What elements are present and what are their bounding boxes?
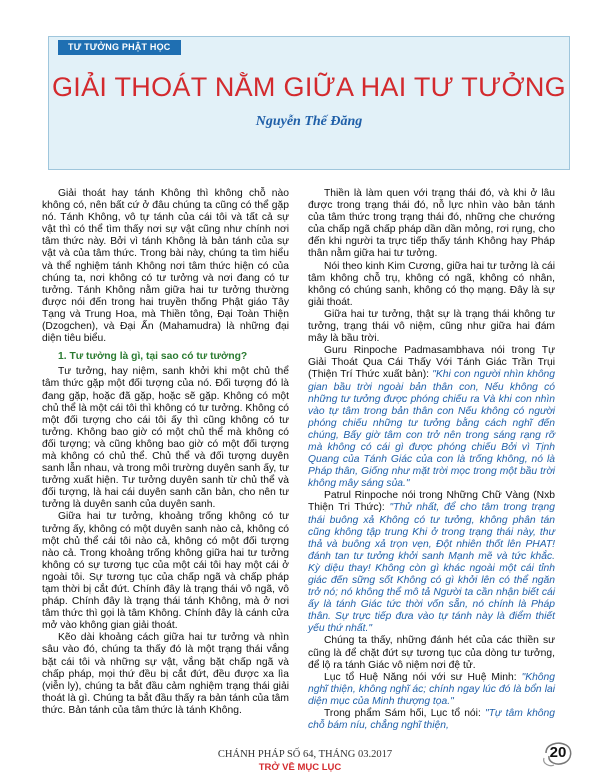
quote-text: "Tự tâm không chỗ bám níu, chẳng nghĩ thiện, [308,708,555,732]
article-title: GIẢI THOÁT NẰM GIỮA HAI TƯ TƯỞNG [51,72,566,102]
paragraph: Nói theo kinh Kim Cương, giữa hai tư tưởng là cái tâm không chỗ trụ, không có ngã, không có nhân, không có chúng sanh, không có thọ mạng. Đây là sự giải thoát. [308,260,555,308]
paragraph-with-quote [308,490,555,635]
paragraph: Tư tưởng, hay niệm, sanh khởi khi một chủ thể tâm thức gặp một đối tượng của nó. Đối tượng đó là đang gặp, hoặc đã gặp, hoặc sẽ gặp. Không có một chủ thể là một cái tôi thì không có tư tưởng. Không có một đối tượng cho cái tôi ấy thì cũng không có tư tưởng. Không bao giờ có một chủ thể mà không có đối tượng; và cũng không bao giờ có một đối tượng mà không có chủ thể. Chủ thể và đối tượng duyên sanh lẫn nhau, và trong môi trường duyên sanh ấy, tư tưởng xuất hiện. Tư tưởng duyên sanh từ chủ thể và đối tượng, là hai cái duyên sanh căn bản, cho nên tư tưởng là duyên sanh của duyên sanh. [42,366,289,511]
quote-text: "Khi con người nhìn không gian bầu trời ngoài bản thân con, Nếu không có những tư tưởng được phóng chiếu ra Và khi con nhìn vào tự tâm trong bản thân con Nếu không có người phóng chiếu những tư tưởng bằng cách nghĩ đến chúng, Bấy giờ tâm con trở nên trong sáng rạng rỡ mà không có cái gì được phóng chiếu Bởi vì Tịnh Quang của Tánh Giác của con là trống không, nó là Pháp thân, Giống như mặt trời mọc trong một bầu trời không mây sáng sủa." [308,369,555,490]
paragraph-text: Trong phẩm Sám hối, Lục tổ nói: [324,708,485,720]
paragraph: Chúng ta thấy, những đánh hét của các thiền sư cũng là để chặt đứt sự tương tục của dòng tư tưởng, để lộ ra tánh Giác vô niệm nơi đệ tử. [308,635,555,671]
paragraph: Giữa hai tư tưởng, khoảng trống không có tư tưởng ấy, không có một duyên sanh nào cả, không có một chủ thể cái tôi nào cả, không có một đối tượng nào cả. Trong khoảng trống không giữa hai tư tưởng không có sự tương tục của một cái tôi hay một cái ở ngoài tôi. Sự tương tục của chấp ngã và chấp pháp tạm thời bị cắt đứt. Chính đây là trạng thái vô ngã, vô pháp. Chính đây là trạng thái tánh Không, mà ở nơi tâm thức thì gọi là tâm Không. Chính đây là cánh cửa mở vào không gian giải thoát. [42,511,289,632]
paragraph-with-quote [308,345,555,490]
page-number: 20 [549,744,567,761]
quote-text: "Thử nhất, để cho tâm trong trạng thái buông xả Không có tư tưởng, không phân tán cũng không tập trung Khi ở trong trạng thái này, thư thả và buông xả trọn vẹn, Đột nhiên thốt lên PHAT! đánh tan tư tưởng khởi sanh Mạnh mẽ và tức khắc. Kỳ diệu thay! Không còn gì khác ngoài một cái tỉnh giác đến sững sốt Không có gì khởi lên có thể ngăn trở nó; nó không thể mô tả Người ta cần nhận biết cái ấy là tánh Giác tức thời vốn sẵn, nó chính là Pháp thân. Sự trực tiếp đưa vào tự tánh này là điểm thiết yếu thứ nhất." [308,502,555,635]
page-number-badge [540,738,576,768]
paragraph: Thiền là làm quen với trạng thái đó, và khi ở lâu được trong trạng thái đó, nỗ lực nhìn vào bản tánh của tâm thức trong trạng thái đó, những che chướng của chấp ngã chấp pháp dần dần mỏng, rơi rụng, cho đến khi người ta trực tiếp thấy tánh Không hay Pháp thân nằm giữa hai tư tưởng. [308,188,555,260]
section-heading: 1. Tư tưởng là gì, tại sao có tư tưởng? [58,351,248,363]
right-column [308,188,555,732]
paragraph: Giữa hai tư tưởng, thật sự là trạng thái không tư tưởng, trạng thái vô niệm, cũng như giữa hai đám mây là bầu trời. [308,308,555,345]
paragraph-with-quote [308,672,555,708]
article-header-box [48,36,570,170]
paragraph-with-quote [308,708,555,732]
left-column [42,188,289,717]
paragraph: Kẽo dài khoảng cách giữa hai tư tưởng và nhìn sâu vào đó, chúng ta thấy đó là một trạng thái vắng bặt cái tôi và những sự vật, vắng bặt chấp ngã và chấp pháp, mọi thứ đều bị cắt đứt, đều được xa lìa (viễn ly), chúng ta bắt đầu cảm nghiệm trạng thái giải thoát là gì. Chúng ta bắt đầu thấy ra bản tánh của tâm thức. Bản tánh của tâm thức là tánh Không. [42,632,289,716]
category-label: TƯ TƯỞNG PHẬT HỌC [58,40,181,55]
article-author: Nguyễn Thế Đăng [255,114,363,129]
paragraph-text: Guru Rinpoche Padmasambhava nói trong Tự Giải Thoát Qua Cái Thấy Với Tánh Giác Trần Trụi (Thiện Trí Thức xuất bản): [308,345,555,381]
paragraph-text: Patrul Rinpoche nói trong Những Chữ Vàng (Nxb Thiện Tri Thức): [308,490,555,514]
paragraph-text: Lục tổ Huệ Năng nói với sư Huệ Minh: [324,671,522,683]
back-to-contents-link[interactable]: TRỞ VỀ MỤC LỤC [258,762,342,773]
magazine-issue: CHÁNH PHÁP SỐ 64, THÁNG 03.2017 [217,749,393,760]
quote-text: "Không nghĩ thiện, không nghĩ ác; chính ngay lúc đó là bổn lai diện mục của Minh thượng tọa." [308,671,555,707]
paragraph: Giải thoát hay tánh Không thì không chỗ nào không có, nên bất cứ ở đâu chúng ta cũng có thể gặp nó. Tánh Không, vô tự tánh của cái tôi và tất cả sự vật thì có thể tìm thấy nơi sự vật cũng như chính nơi tâm thức này. Bởi vì tánh Không là bản tánh của sự vật và của tâm thức. Trong bài này, chúng ta tìm hiểu và thể nghiệm tánh Không nơi tâm thức hiện có của chúng ta, nơi không có tư tưởng và nơi đang có tư tưởng. Tánh Không nằm giữa hai tư tưởng thường được nói đến trong hai truyền thống Phật giáo Tây Tạng và Trung Hoa, mà Thiền tông, Đại Toàn Thiện (Dzogchen), và Đại Ấn (Mahamudra) là những đại diện tiêu biểu. [42,188,289,345]
